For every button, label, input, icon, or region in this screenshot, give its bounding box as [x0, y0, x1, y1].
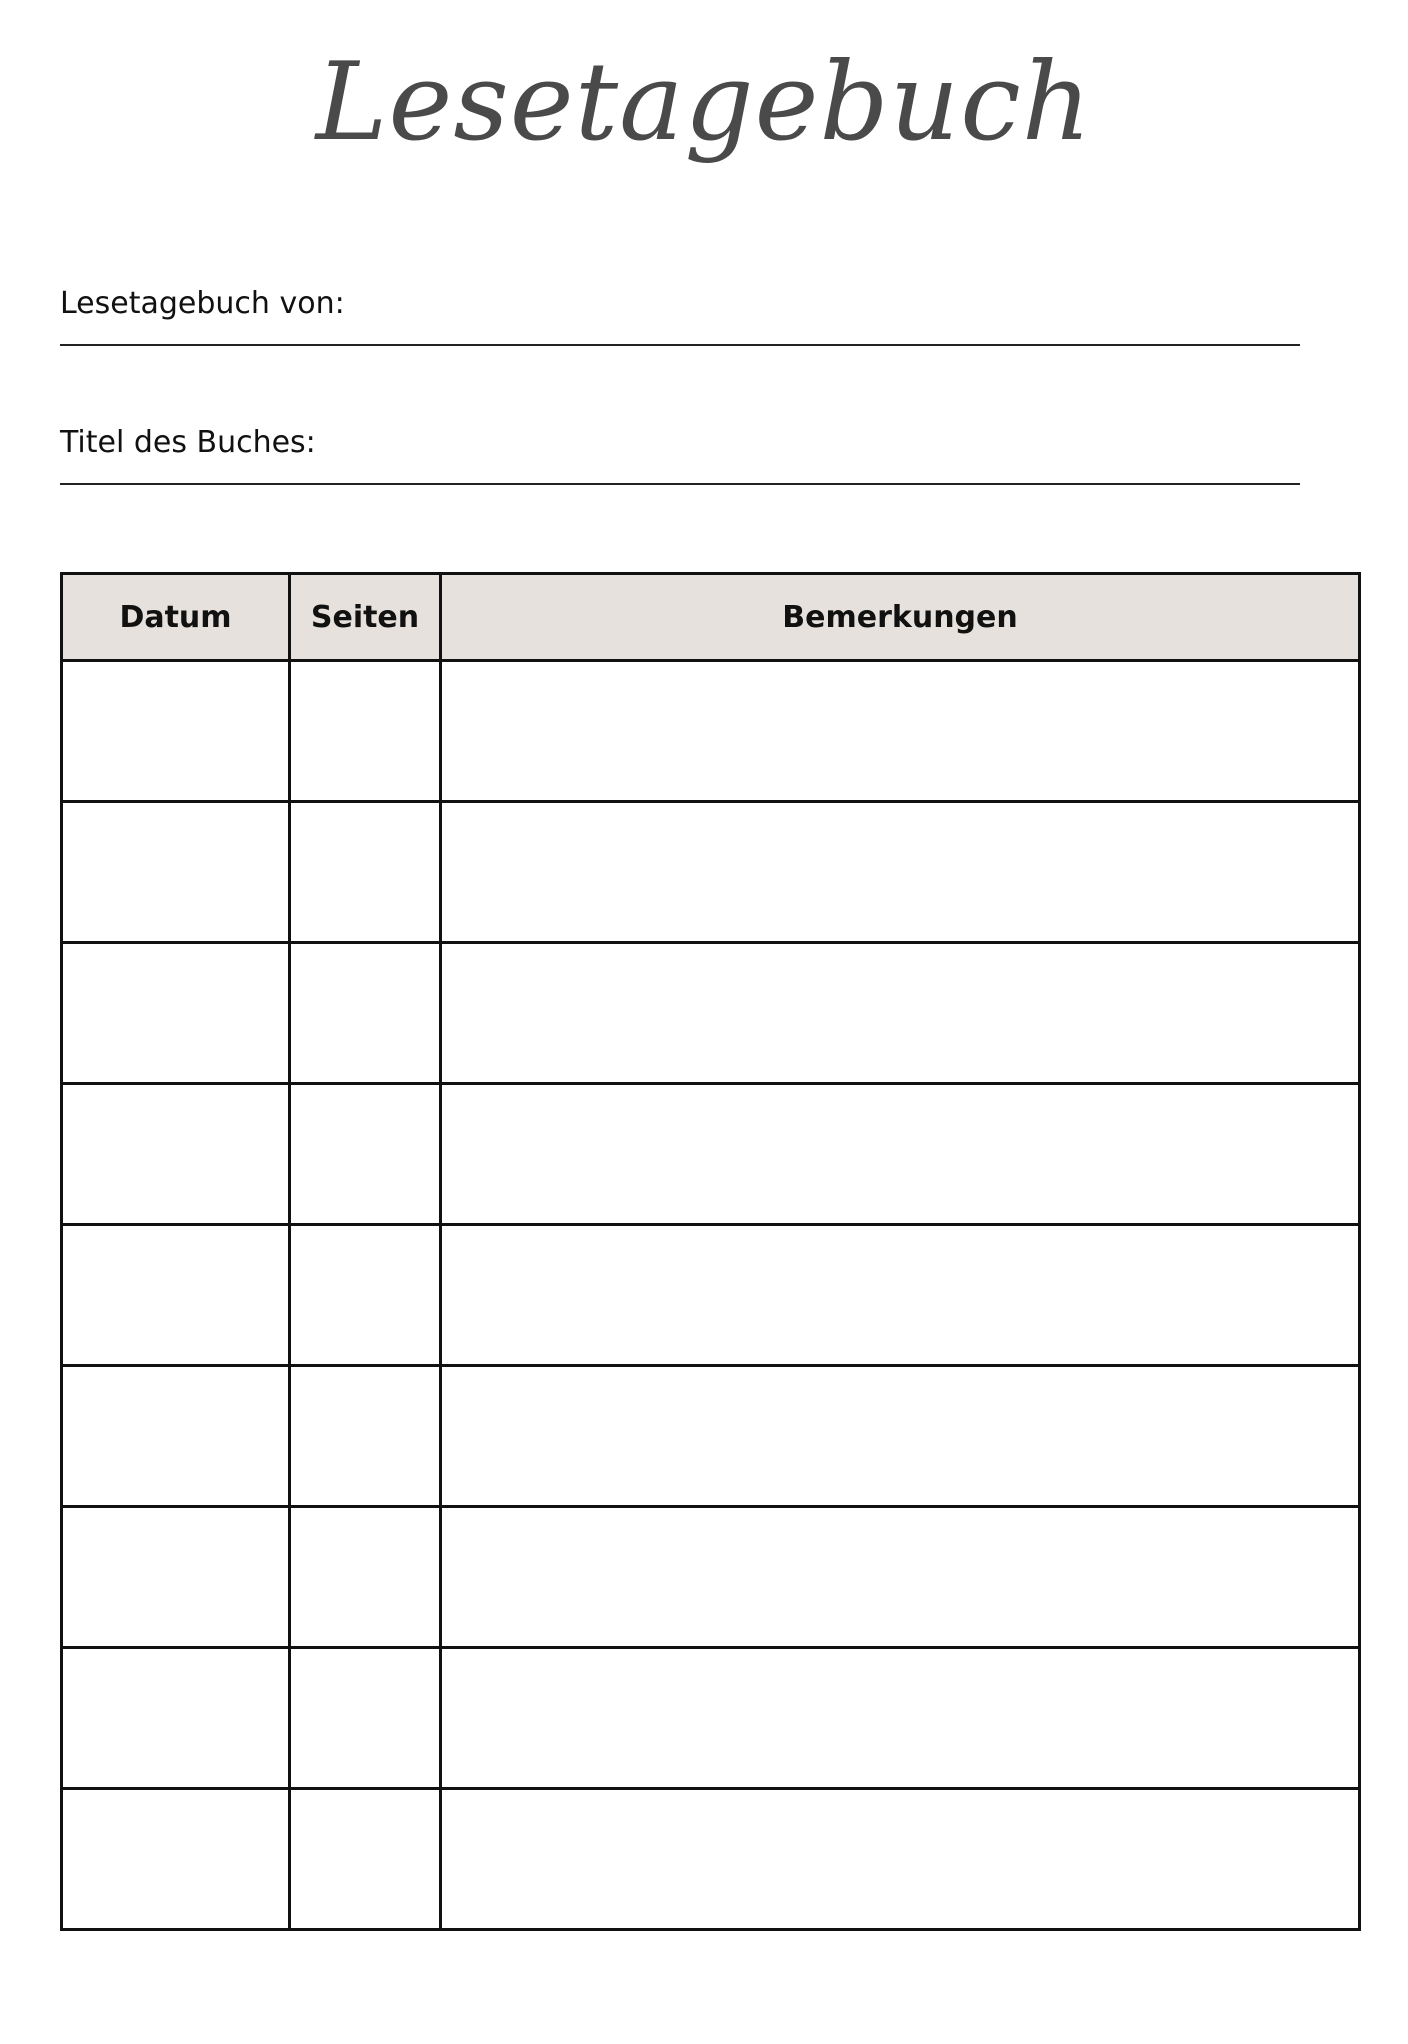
book-title-field	[60, 423, 1300, 463]
book-title-write-line[interactable]	[60, 483, 1300, 485]
column-header-pages: Seiten	[290, 574, 441, 661]
notes-cell[interactable]	[441, 1366, 1360, 1507]
book-title-label: Titel des Buches:	[60, 425, 316, 460]
pages-cell[interactable]	[290, 1366, 441, 1507]
column-header-date: Datum	[62, 574, 290, 661]
notes-cell[interactable]	[441, 943, 1360, 1084]
date-cell[interactable]	[62, 943, 290, 1084]
date-cell[interactable]	[62, 1789, 290, 1930]
table-row	[62, 1225, 1360, 1366]
notes-cell[interactable]	[441, 1084, 1360, 1225]
column-header-notes: Bemerkungen	[441, 574, 1360, 661]
reading-log-table	[60, 572, 1361, 1931]
owner-label: Lesetagebuch von:	[60, 286, 345, 321]
page-title: Lesetagebuch	[315, 40, 1093, 165]
date-cell[interactable]	[62, 1084, 290, 1225]
table-row	[62, 1789, 1360, 1930]
pages-cell[interactable]	[290, 943, 441, 1084]
pages-cell[interactable]	[290, 1648, 441, 1789]
table-row	[62, 943, 1360, 1084]
date-cell[interactable]	[62, 1648, 290, 1789]
notes-cell[interactable]	[441, 802, 1360, 943]
notes-cell[interactable]	[441, 661, 1360, 802]
date-cell[interactable]	[62, 1366, 290, 1507]
notes-cell[interactable]	[441, 1507, 1360, 1648]
pages-cell[interactable]	[290, 1789, 441, 1930]
notes-cell[interactable]	[441, 1789, 1360, 1930]
pages-cell[interactable]	[290, 661, 441, 802]
table-row	[62, 1507, 1360, 1648]
table-row	[62, 802, 1360, 943]
table-row	[62, 1084, 1360, 1225]
table-header-row	[62, 574, 1360, 661]
table-body	[62, 661, 1360, 1930]
date-cell[interactable]	[62, 1225, 290, 1366]
notes-cell[interactable]	[441, 1225, 1360, 1366]
table-row	[62, 1648, 1360, 1789]
owner-field	[60, 284, 1300, 324]
date-cell[interactable]	[62, 802, 290, 943]
pages-cell[interactable]	[290, 802, 441, 943]
table-row	[62, 661, 1360, 802]
pages-cell[interactable]	[290, 1225, 441, 1366]
owner-write-line[interactable]	[60, 344, 1300, 346]
table-row	[62, 1366, 1360, 1507]
date-cell[interactable]	[62, 661, 290, 802]
notes-cell[interactable]	[441, 1648, 1360, 1789]
pages-cell[interactable]	[290, 1507, 441, 1648]
date-cell[interactable]	[62, 1507, 290, 1648]
pages-cell[interactable]	[290, 1084, 441, 1225]
